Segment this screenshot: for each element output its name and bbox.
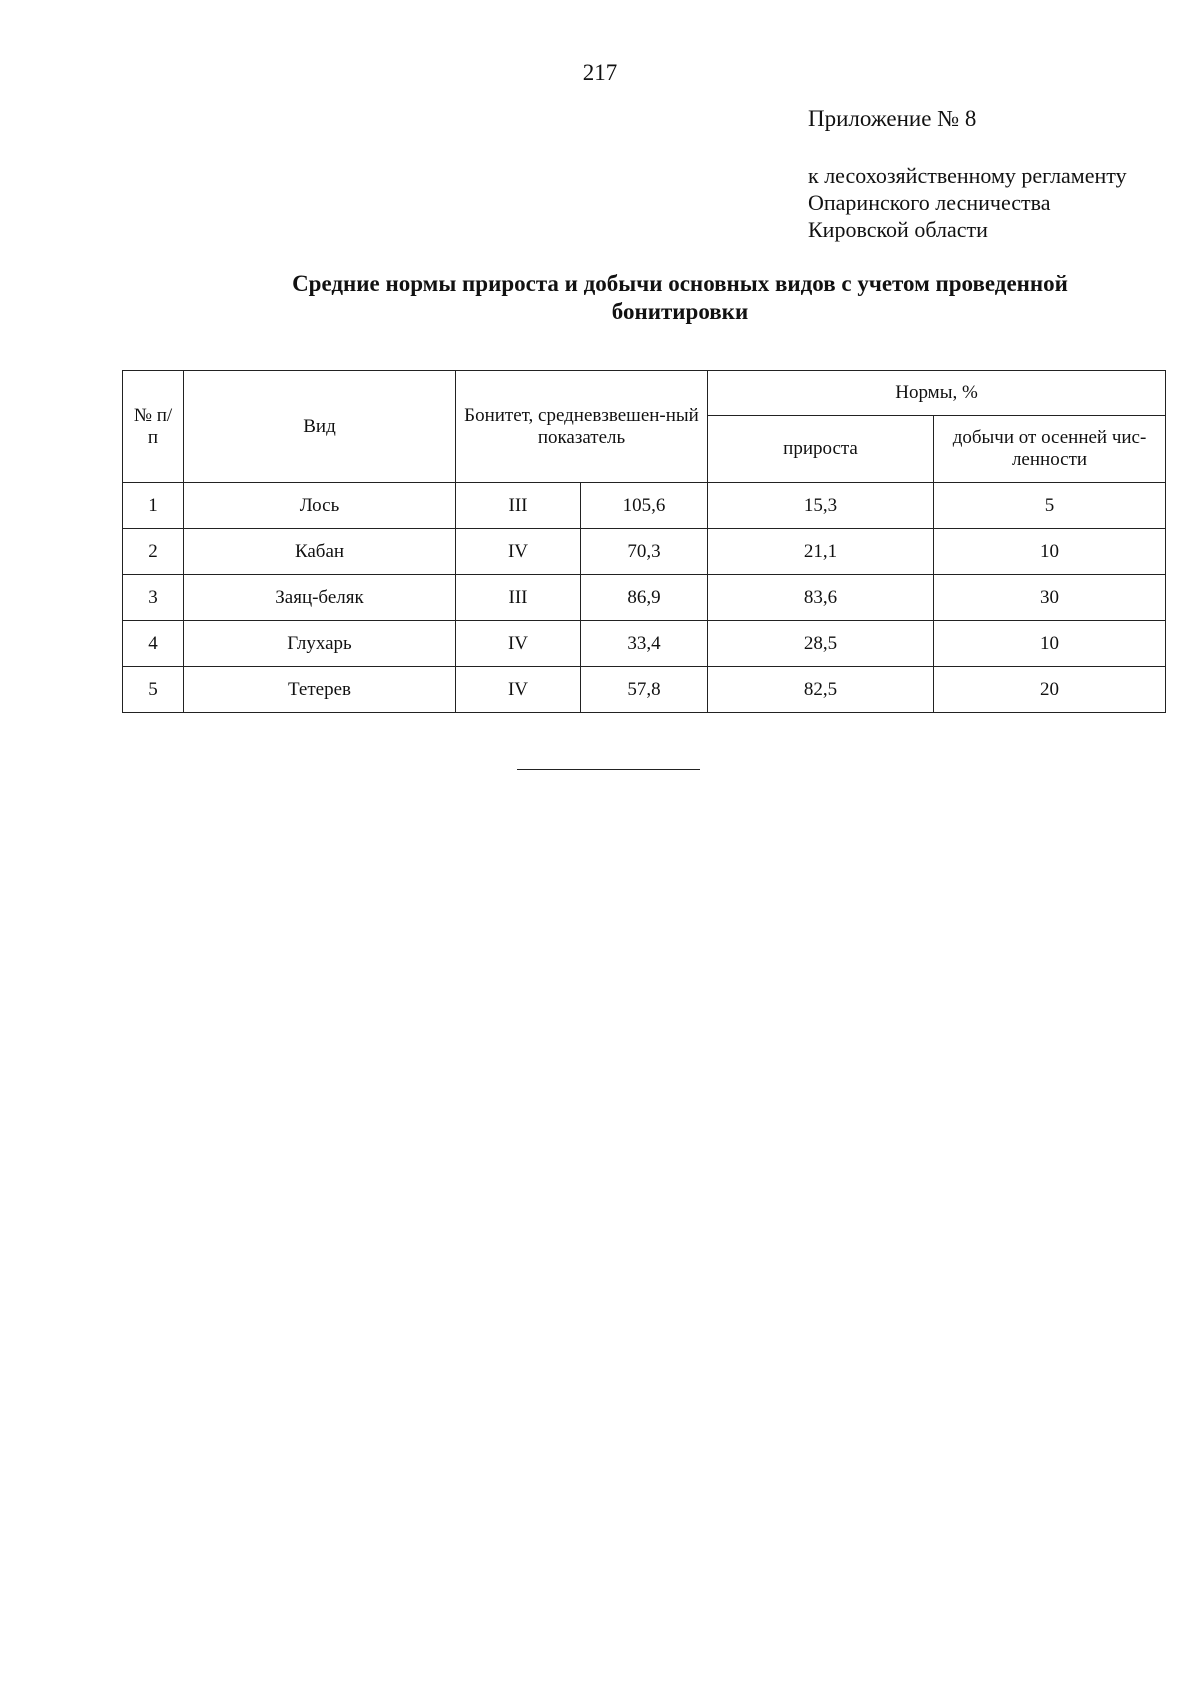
table-row [123, 667, 1166, 713]
cell-bonitet-index: 105,6 [581, 483, 708, 529]
appendix-ref-line: к лесохозяйственному регламенту [808, 163, 1127, 188]
cell-bonitet-class: III [456, 483, 581, 529]
header-bonitet: Бонитет, средневзвешен-ный показатель [456, 371, 708, 483]
cell-growth-norm: 15,3 [708, 483, 934, 529]
closing-divider [517, 769, 700, 770]
cell-bonitet-index: 33,4 [581, 621, 708, 667]
header-species: Вид [184, 371, 456, 483]
cell-number: 3 [123, 575, 184, 621]
cell-bonitet-index: 57,8 [581, 667, 708, 713]
document-title-line-2: бонитировки [611, 299, 749, 324]
header-growth: прироста [708, 416, 934, 483]
table-body [123, 483, 1166, 713]
document-title-line-1: Средние нормы прироста и добычи основных видов с учетом проведенной [292, 271, 1068, 296]
cell-harvest-norm: 30 [934, 575, 1166, 621]
header-harvest: добычи от осенней чис-ленности [934, 416, 1166, 483]
cell-bonitet-class: III [456, 575, 581, 621]
cell-growth-norm: 82,5 [708, 667, 934, 713]
appendix-ref-line: Кировской области [808, 217, 988, 242]
cell-species: Тетерев [184, 667, 456, 713]
page-number: 217 [582, 60, 618, 85]
document-title [150, 270, 1200, 326]
cell-number: 2 [123, 529, 184, 575]
cell-bonitet-class: IV [456, 621, 581, 667]
cell-species: Кабан [184, 529, 456, 575]
cell-harvest-norm: 20 [934, 667, 1166, 713]
appendix-ref-line: Опаринского лесничества [808, 190, 1051, 215]
cell-species: Лось [184, 483, 456, 529]
cell-harvest-norm: 10 [934, 529, 1166, 575]
header-number: № п/п [123, 371, 184, 483]
cell-growth-norm: 83,6 [708, 575, 934, 621]
cell-species: Заяц-беляк [184, 575, 456, 621]
cell-bonitet-class: IV [456, 529, 581, 575]
norms-table [122, 370, 1166, 713]
header-norms: Нормы, % [708, 371, 1166, 416]
table-row [123, 483, 1166, 529]
cell-number: 1 [123, 483, 184, 529]
appendix-reference [808, 162, 1127, 243]
table-row [123, 575, 1166, 621]
cell-species: Глухарь [184, 621, 456, 667]
cell-growth-norm: 21,1 [708, 529, 934, 575]
table-row [123, 529, 1166, 575]
cell-harvest-norm: 5 [934, 483, 1166, 529]
appendix-title: Приложение № 8 [808, 106, 977, 131]
cell-harvest-norm: 10 [934, 621, 1166, 667]
table-row [123, 621, 1166, 667]
cell-bonitet-index: 70,3 [581, 529, 708, 575]
cell-growth-norm: 28,5 [708, 621, 934, 667]
cell-bonitet-index: 86,9 [581, 575, 708, 621]
cell-number: 4 [123, 621, 184, 667]
cell-number: 5 [123, 667, 184, 713]
cell-bonitet-class: IV [456, 667, 581, 713]
